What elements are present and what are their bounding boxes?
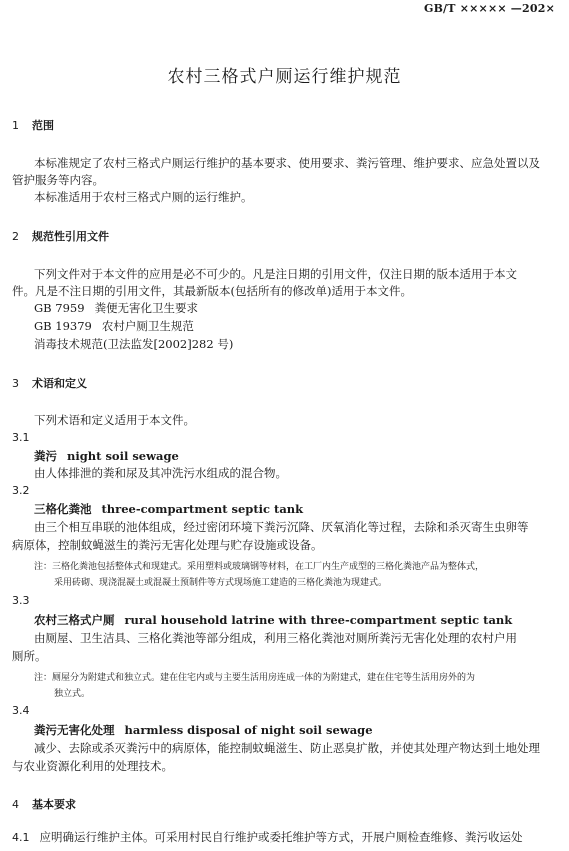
section-1-heading [12,117,54,133]
term-note-line-1: 注：厕屋分为附建式和独立式。建在住宅内或与主要生活用房连成一体的为附建式，建在住宅等生活用房外的为 [34,673,476,683]
term-zh: 粪污无害化处理 [34,723,115,737]
section-number: 4 [12,798,19,811]
ref-code: GB 19379 [34,319,92,333]
term-en: rural household latrine with three-compartment septic tank [124,613,513,627]
term-number: 3.3 [12,594,30,607]
term-definition-line-2: 厕所。 [12,649,47,663]
term-en: harmless disposal of night soil sewage [124,723,373,737]
term-heading [34,448,179,464]
section-title: 基本要求 [32,798,76,811]
standard-code-header: GB/T ××××× —202× [423,2,555,15]
ref-code: GB 7959 [34,301,85,315]
section-number: 1 [12,119,19,132]
document-title: 农村三格式户厕运行维护规范 [167,67,402,87]
term-number: 3.2 [12,484,30,497]
term-note-line-2: 独立式。 [54,689,91,699]
scope-paragraph-1-line-2: 管护服务等内容。 [12,173,104,187]
clause-text: 应明确运行维护主体。可采用村民自行维护或委托维护等方式，开展户厕检查维修、粪污收运处 [39,830,523,844]
term-number: 3.4 [12,704,30,717]
terms-intro: 下列术语和定义适用于本文件。 [34,413,195,427]
term-definition: 由人体排泄的粪和尿及其冲洗污水组成的混合物。 [34,466,287,480]
term-zh: 三格化粪池 [34,502,92,516]
term-definition-line-1: 减少、去除或杀灭粪污中的病原体，能控制蚊蝇滋生、防止恶臭扩散，并使其处理产物达到土地处理 [34,741,540,755]
section-2-heading [12,228,109,244]
ref-item [34,318,194,334]
section-title: 范围 [32,119,54,132]
refs-intro-line-2: 件。凡是不注日期的引用文件，其最新版本(包括所有的修改单)适用于本文件。 [12,284,412,298]
clause-4-1 [12,829,523,845]
clause-number: 4.1 [12,831,30,844]
section-title: 规范性引用文件 [32,230,109,243]
section-3-heading [12,375,87,391]
term-number: 3.1 [12,431,30,444]
term-heading [34,612,512,628]
term-en: night soil sewage [67,449,179,463]
ref-item [34,300,198,316]
term-heading [34,501,303,517]
term-note-line-2: 采用砖砌、现浇混凝土或混凝土预制件等方式现场施工建造的三格化粪池为现建式。 [54,578,388,588]
refs-intro-line-1: 下列文件对于本文件的应用是必不可少的。凡是注日期的引用文件，仅注日期的版本适用于本文 [34,267,517,281]
ref-title: 农村户厕卫生规范 [101,319,194,333]
section-number: 3 [12,377,19,390]
ref-item [34,336,233,352]
term-definition-line-1: 由厕屋、卫生洁具、三格化粪池等部分组成，利用三格化粪池对厕所粪污无害化处理的农村户用 [34,631,517,645]
scope-paragraph-2: 本标准适用于农村三格式户厕的运行维护。 [34,190,253,204]
ref-title: 粪便无害化卫生要求 [94,301,199,315]
term-definition-line-2: 与农业资源化利用的处理技术。 [12,759,173,773]
section-number: 2 [12,230,19,243]
term-definition-line-1: 由三个相互串联的池体组成，经过密闭环境下粪污沉降、厌氧消化等过程，去除和杀灭寄生虫卵等 [34,520,529,534]
term-zh: 粪污 [34,449,57,463]
term-definition-line-2: 病原体，控制蚊蝇滋生的粪污无害化处理与贮存设施或设备。 [12,538,323,552]
section-4-heading [12,796,76,812]
term-note-line-1: 注：三格化粪池包括整体式和现建式。采用塑料或玻璃钢等材料，在工厂内生产成型的三格化粪池产品为整体式， [34,562,485,572]
section-title: 术语和定义 [32,377,87,390]
term-zh: 农村三格式户厕 [34,613,115,627]
ref-code: 消毒技术规范(卫法监发[2002]282 号) [34,337,234,351]
term-heading [34,722,373,738]
term-en: three-compartment septic tank [101,502,304,516]
scope-paragraph-1-line-1: 本标准规定了农村三格式户厕运行维护的基本要求、使用要求、粪污管理、维护要求、应急处置以及 [34,156,540,170]
